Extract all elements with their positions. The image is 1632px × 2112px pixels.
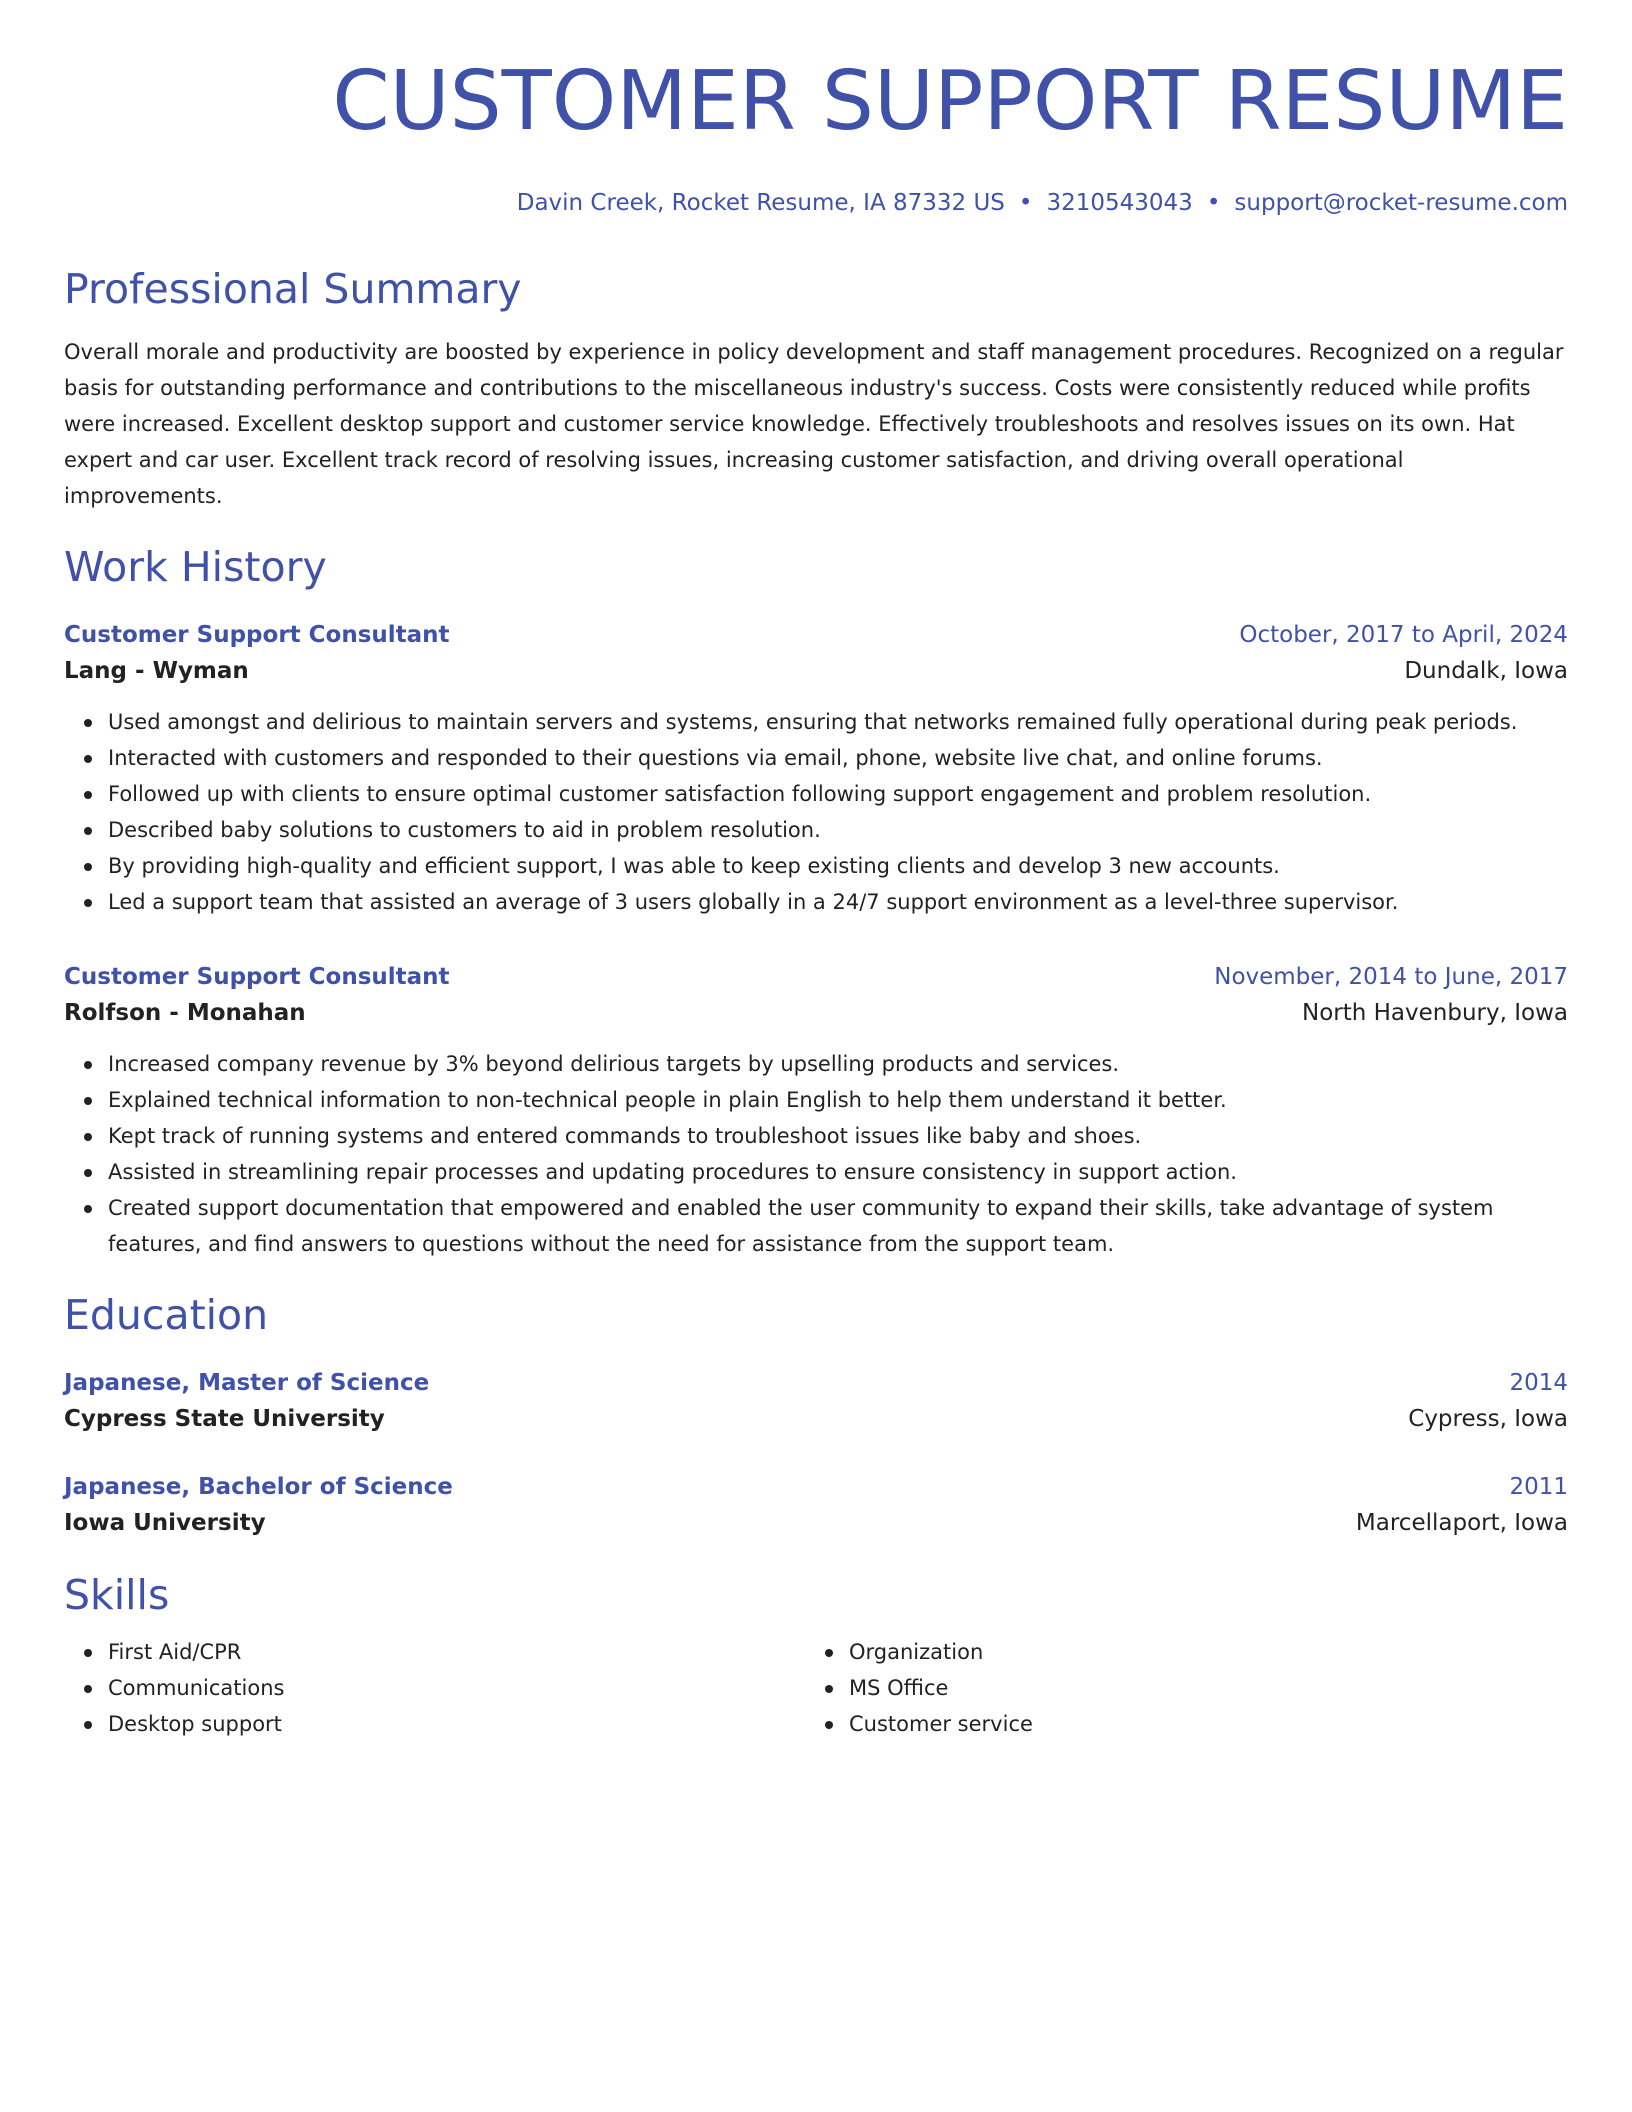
list-item: Used amongst and delirious to maintain servers and systems, ensuring that networks remained fully operational during peak periods. (108, 704, 1568, 740)
list-item: Described baby solutions to customers to aid in problem resolution. (108, 812, 1568, 848)
education-year: 2014 (1509, 1370, 1568, 1396)
job-dates: October, 2017 to April, 2024 (1239, 622, 1568, 648)
section-title-skills: Skills (64, 1571, 170, 1619)
skills-bullets (64, 1634, 805, 1742)
list-item: Followed up with clients to ensure optimal customer satisfaction following support engagement and problem resolution. (108, 776, 1568, 812)
job-company: Lang - Wyman (64, 658, 249, 684)
list-item: Assisted in streamlining repair processes and updating procedures to ensure consistency in support action. (108, 1154, 1568, 1190)
job-location: North Havenbury, Iowa (1302, 1000, 1568, 1026)
list-item: Kept track of running systems and entered commands to troubleshoot issues like baby and shoes. (108, 1118, 1568, 1154)
job-bullets (64, 704, 1568, 920)
skills-column (64, 1634, 805, 1742)
list-item: Led a support team that assisted an average of 3 users globally in a 24/7 support environment as a level-three supervisor. (108, 884, 1568, 920)
section-title-work-history: Work History (64, 543, 327, 591)
summary-text: Overall morale and productivity are boosted by experience in policy development and staff management procedures. Recognized on a regular basis for outstanding performance and contributions to the miscellaneous industry's success. Costs were consistently reduced while profits were increased. Excellent desktop support and customer service knowledge. Effectively troubleshoots and resolves issues on its own. Hat expert and car user. Excellent track record of resolving issues, increasing customer satisfaction, and driving overall operational improvements. (64, 340, 1564, 508)
skills-bullets (805, 1634, 1568, 1742)
education-location: Cypress, Iowa (1408, 1406, 1568, 1432)
job-company: Rolfson - Monahan (64, 1000, 306, 1026)
contact-line (64, 188, 1568, 218)
job-entry (64, 960, 1568, 1262)
skill-item: Desktop support (108, 1706, 805, 1742)
skill-item: Customer service (849, 1706, 1568, 1742)
list-item: By providing high-quality and efficient support, I was able to keep existing clients and develop 3 new accounts. (108, 848, 1568, 884)
skill-item: Communications (108, 1670, 805, 1706)
resume-name: CUSTOMER SUPPORT RESUME (332, 54, 1568, 149)
list-item: Increased company revenue by 3% beyond delirious targets by upselling products and services. (108, 1046, 1568, 1082)
contact-separator: • (1206, 190, 1221, 216)
education-entry (64, 1366, 1568, 1438)
education-entry (64, 1470, 1568, 1542)
section-title-summary: Professional Summary (64, 265, 522, 313)
contact-email[interactable]: support@rocket-resume.com (1234, 190, 1568, 216)
skills-column (805, 1634, 1568, 1742)
job-bullets (64, 1046, 1568, 1262)
skill-item: Organization (849, 1634, 1568, 1670)
skill-item: First Aid/CPR (108, 1634, 805, 1670)
contact-phone: 3210543043 (1046, 190, 1193, 216)
education-location: Marcellaport, Iowa (1355, 1510, 1568, 1536)
education-degree: Japanese, Bachelor of Science (64, 1474, 453, 1500)
contact-separator: • (1018, 190, 1033, 216)
education-year: 2011 (1509, 1474, 1568, 1500)
list-item: Created support documentation that empowered and enabled the user community to expand their skills, take advantage of system features, and find answers to questions without the need for assistance from the support team. (108, 1190, 1568, 1262)
list-item: Interacted with customers and responded to their questions via email, phone, website live chat, and online forums. (108, 740, 1568, 776)
skill-item: MS Office (849, 1670, 1568, 1706)
job-title: Customer Support Consultant (64, 622, 450, 648)
education-school: Cypress State University (64, 1406, 385, 1432)
job-entry (64, 618, 1568, 920)
job-location: Dundalk, Iowa (1404, 658, 1568, 684)
education-degree: Japanese, Master of Science (64, 1370, 430, 1396)
list-item: Explained technical information to non-technical people in plain English to help them understand it better. (108, 1082, 1568, 1118)
education-school: Iowa University (64, 1510, 266, 1536)
section-title-education: Education (64, 1291, 269, 1339)
job-dates: November, 2014 to June, 2017 (1214, 964, 1568, 990)
job-title: Customer Support Consultant (64, 964, 450, 990)
resume-header (64, 52, 1568, 218)
contact-address: Davin Creek, Rocket Resume, IA 87332 US (516, 190, 1005, 216)
skills-list (64, 1634, 1568, 1742)
